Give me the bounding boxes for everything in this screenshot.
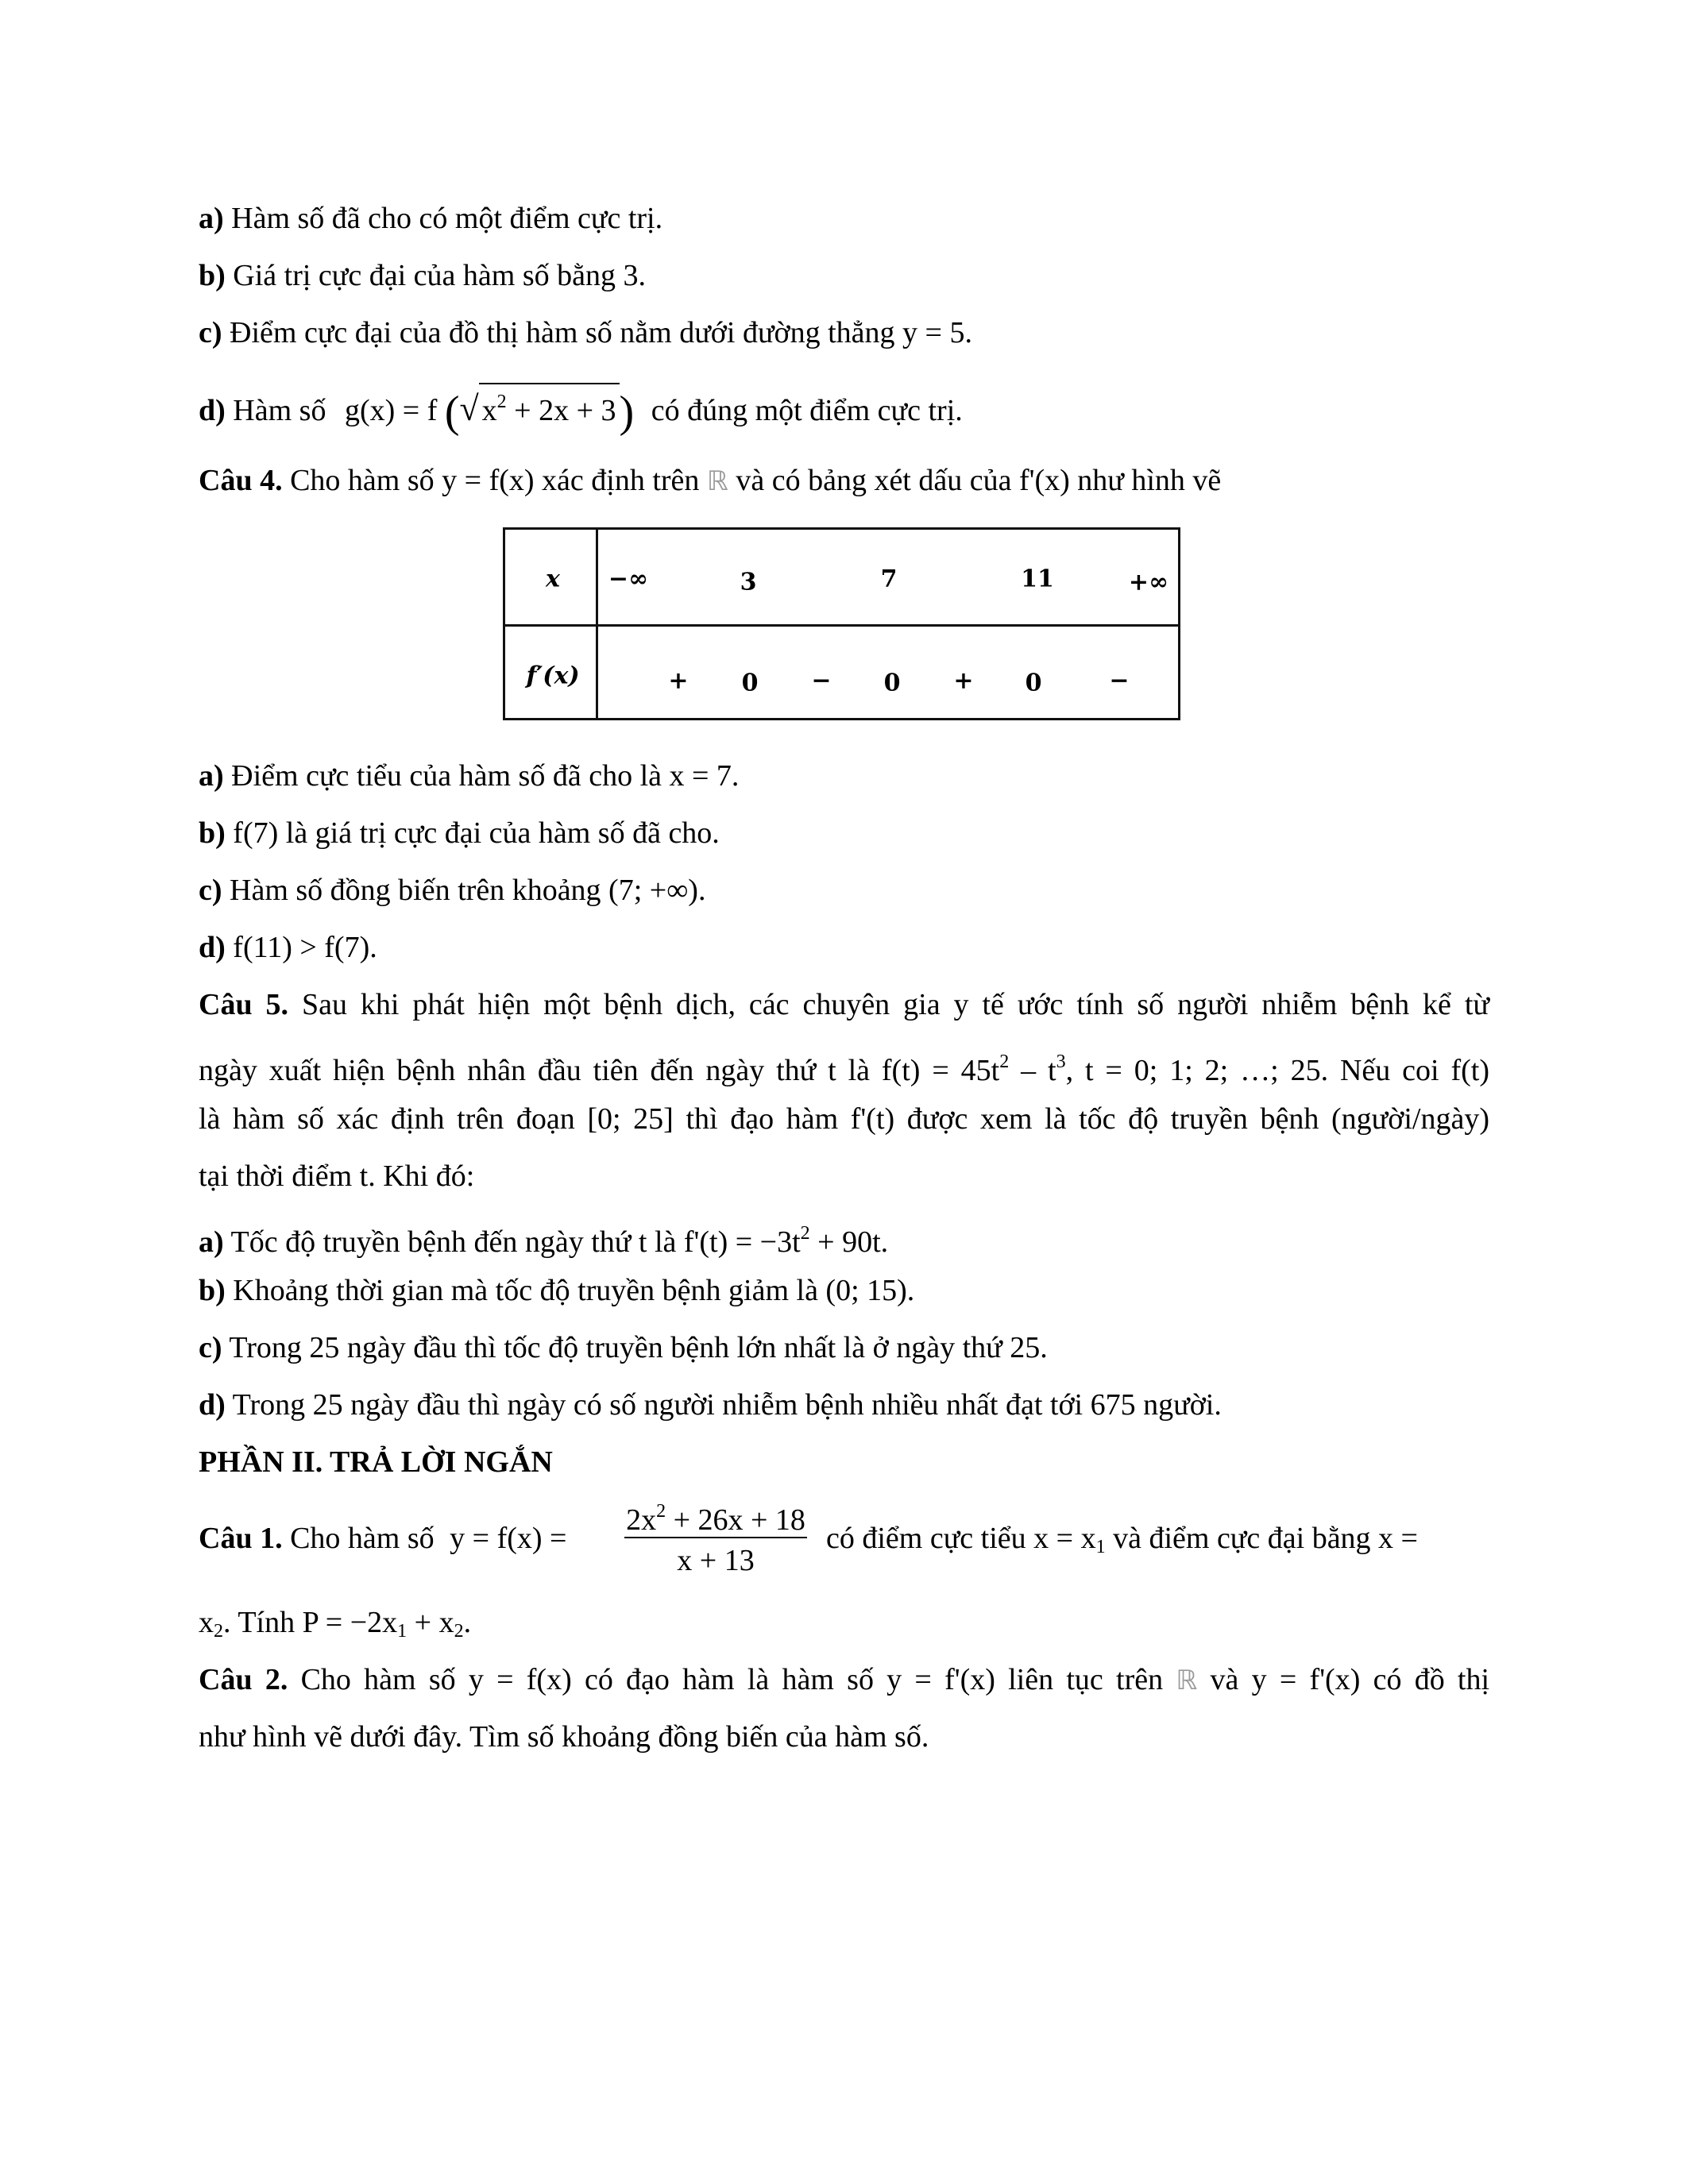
q5-option-b: [199, 1271, 914, 1310]
section-title: PHẦN II. TRẢ LỜI NGẮN: [199, 1445, 553, 1479]
q5-stem-line3: [199, 1099, 1489, 1139]
option-text: Trong 25 ngày đầu thì tốc độ truyền bệnh lớn nhất là ở ngày thứ 25.: [229, 1331, 1048, 1364]
option-label: d): [199, 1388, 226, 1422]
option-text: Hàm số đã cho có một điểm cực trị.: [231, 202, 663, 235]
option-label: a): [199, 202, 224, 235]
option-label: c): [199, 874, 222, 907]
subscript: 1: [397, 1621, 408, 1642]
subscript: 1: [1095, 1537, 1106, 1557]
part2-q1-suffix: [826, 1518, 1418, 1567]
option-label: d): [199, 394, 226, 427]
table-cell: 0: [741, 669, 759, 697]
question-text: Cho hàm số: [290, 1522, 435, 1555]
q4-option-b: [199, 813, 720, 853]
math-function: g(x) = f: [344, 394, 438, 427]
table-cell: −: [1109, 666, 1130, 695]
fraction-denominator: x + 13: [677, 1544, 755, 1577]
table-cell: +: [953, 666, 974, 695]
question-label: Câu 2.: [199, 1663, 288, 1696]
q5-option-a: [199, 1214, 888, 1262]
option-label: c): [199, 1331, 222, 1364]
part2-q2-line2: [199, 1717, 929, 1757]
part2-q2-line1: [199, 1660, 1489, 1700]
q4-option-a: [199, 756, 739, 796]
option-label: a): [199, 759, 224, 793]
real-numbers-symbol: ℝ: [1176, 1665, 1198, 1696]
fraction-numerator: $2x^2 + 26x + 18$: [626, 1501, 805, 1537]
question-text: và điểm cực đại bằng x =: [1105, 1522, 1418, 1555]
question-text: có điểm cực tiểu x = x: [826, 1522, 1096, 1555]
subscript: 2: [454, 1621, 464, 1642]
math-function: y = f(x) =: [450, 1522, 567, 1555]
q3-option-a: [199, 199, 662, 238]
question-text: – t: [1009, 1054, 1056, 1087]
q5-stem-line4: [199, 1156, 474, 1196]
sqrt-radicand: $x^2 + 2x + 3$: [479, 383, 620, 426]
question-text: tại thời điểm t. Khi đó:: [199, 1160, 475, 1193]
q3-option-c: [199, 313, 972, 353]
option-text: Khoảng thời gian mà tốc độ truyền bệnh giảm là (0; 15).: [233, 1274, 915, 1307]
table-cell: +: [668, 666, 689, 695]
option-text: Điểm cực tiểu của hàm số đã cho là x = 7.: [231, 759, 740, 793]
table-cell: 3: [740, 568, 757, 596]
option-text: f(11) > f(7).: [233, 931, 377, 964]
question-text: Cho hàm số y = f(x) xác định trên: [290, 464, 700, 497]
option-text: Điểm cực đại của đồ thị hàm số nằm dưới đường thẳng y = 5.: [230, 316, 972, 349]
table-cell: 11: [1021, 565, 1054, 593]
option-label: b): [199, 259, 226, 292]
question-text: và y = f'(x) có đồ thị: [1210, 1663, 1490, 1696]
option-text: có đúng một điểm cực trị.: [651, 394, 963, 427]
real-numbers-symbol: ℝ: [706, 465, 728, 497]
option-text: Trong 25 ngày đầu thì ngày có số người nhiễm bệnh nhiều nhất đạt tới 675 người.: [232, 1388, 1222, 1422]
right-paren: ): [619, 388, 635, 437]
q5-stem-line1: [199, 985, 1489, 1024]
q4-stem: [199, 461, 1221, 501]
part2-q1-line2: $x_2$. Tính $P = -2x_1 + x_2$.: [199, 1606, 472, 1642]
option-text: Hàm số: [233, 394, 326, 427]
table-cell: −: [811, 666, 832, 695]
option-label: b): [199, 816, 226, 850]
q5-option-d: [199, 1385, 1222, 1425]
subscript: 2: [214, 1621, 223, 1642]
sqrt-symbol: √: [459, 389, 479, 428]
section-heading: [199, 1442, 553, 1482]
table-cell: 0: [883, 669, 901, 697]
table-cell: 7: [880, 565, 898, 593]
part2-q1-line1: [199, 1518, 566, 1558]
superscript: 2: [999, 1051, 1010, 1072]
q5-option-c: [199, 1328, 1048, 1368]
question-text: và có bảng xét dấu của f'(x) như hình vẽ: [736, 464, 1222, 497]
table-cell: 0: [1025, 669, 1042, 697]
option-label: d): [199, 931, 226, 964]
question-text: là hàm số xác định trên đoạn [0; 25] thì đạo hàm f'(t) được xem là tốc độ truyền bệnh (người/ngày): [199, 1102, 1489, 1136]
option-text: Giá trị cực đại của hàm số bằng 3.: [233, 259, 646, 292]
q5-stem-line2: [199, 1042, 1489, 1090]
table-cell: −∞: [608, 565, 649, 593]
option-label: b): [199, 1274, 226, 1307]
q3-option-b: [199, 256, 646, 295]
question-label: Câu 5.: [199, 988, 289, 1021]
question-label: Câu 4.: [199, 464, 283, 497]
table-divider: [505, 624, 1178, 627]
left-paren: (: [444, 388, 460, 437]
option-text: Tốc độ truyền bệnh đến ngày thứ t là f'(t) = −3t: [230, 1225, 801, 1259]
table-header-fprime: f′(x): [526, 662, 580, 690]
superscript: 3: [1056, 1051, 1066, 1072]
q4-option-c: [199, 870, 705, 910]
option-label: c): [199, 316, 222, 349]
superscript: 2: [800, 1223, 810, 1244]
option-label: a): [199, 1225, 224, 1259]
table-cell: +∞: [1128, 568, 1169, 596]
fraction-bar: [624, 1537, 807, 1538]
question-text: ngày xuất hiện bệnh nhân đầu tiên đến ngày thứ t là f(t) = 45t: [199, 1054, 1000, 1087]
q3-option-d: [199, 383, 963, 437]
question-text: Sau khi phát hiện một bệnh dịch, các chuyên gia y tế ước tính số người nhiễm bệnh kể từ: [301, 988, 1490, 1021]
option-text: Hàm số đồng biến trên khoảng (7; +∞).: [230, 874, 706, 907]
sign-table: [503, 527, 1180, 720]
question-label: Câu 1.: [199, 1522, 283, 1555]
table-header-x: x: [546, 565, 560, 593]
question-text: như hình vẽ dưới đây. Tìm số khoảng đồng biến của hàm số.: [199, 1720, 929, 1754]
question-text: Cho hàm số y = f(x) có đạo hàm là hàm số y = f'(x) liên tục trên: [300, 1663, 1164, 1696]
q4-option-d: [199, 928, 377, 967]
option-text: f(7) là giá trị cực đại của hàm số đã cho.: [233, 816, 720, 850]
option-text: + 90t.: [809, 1225, 889, 1259]
question-text: , t = 0; 1; 2; …; 25. Nếu coi f(t): [1065, 1054, 1490, 1087]
